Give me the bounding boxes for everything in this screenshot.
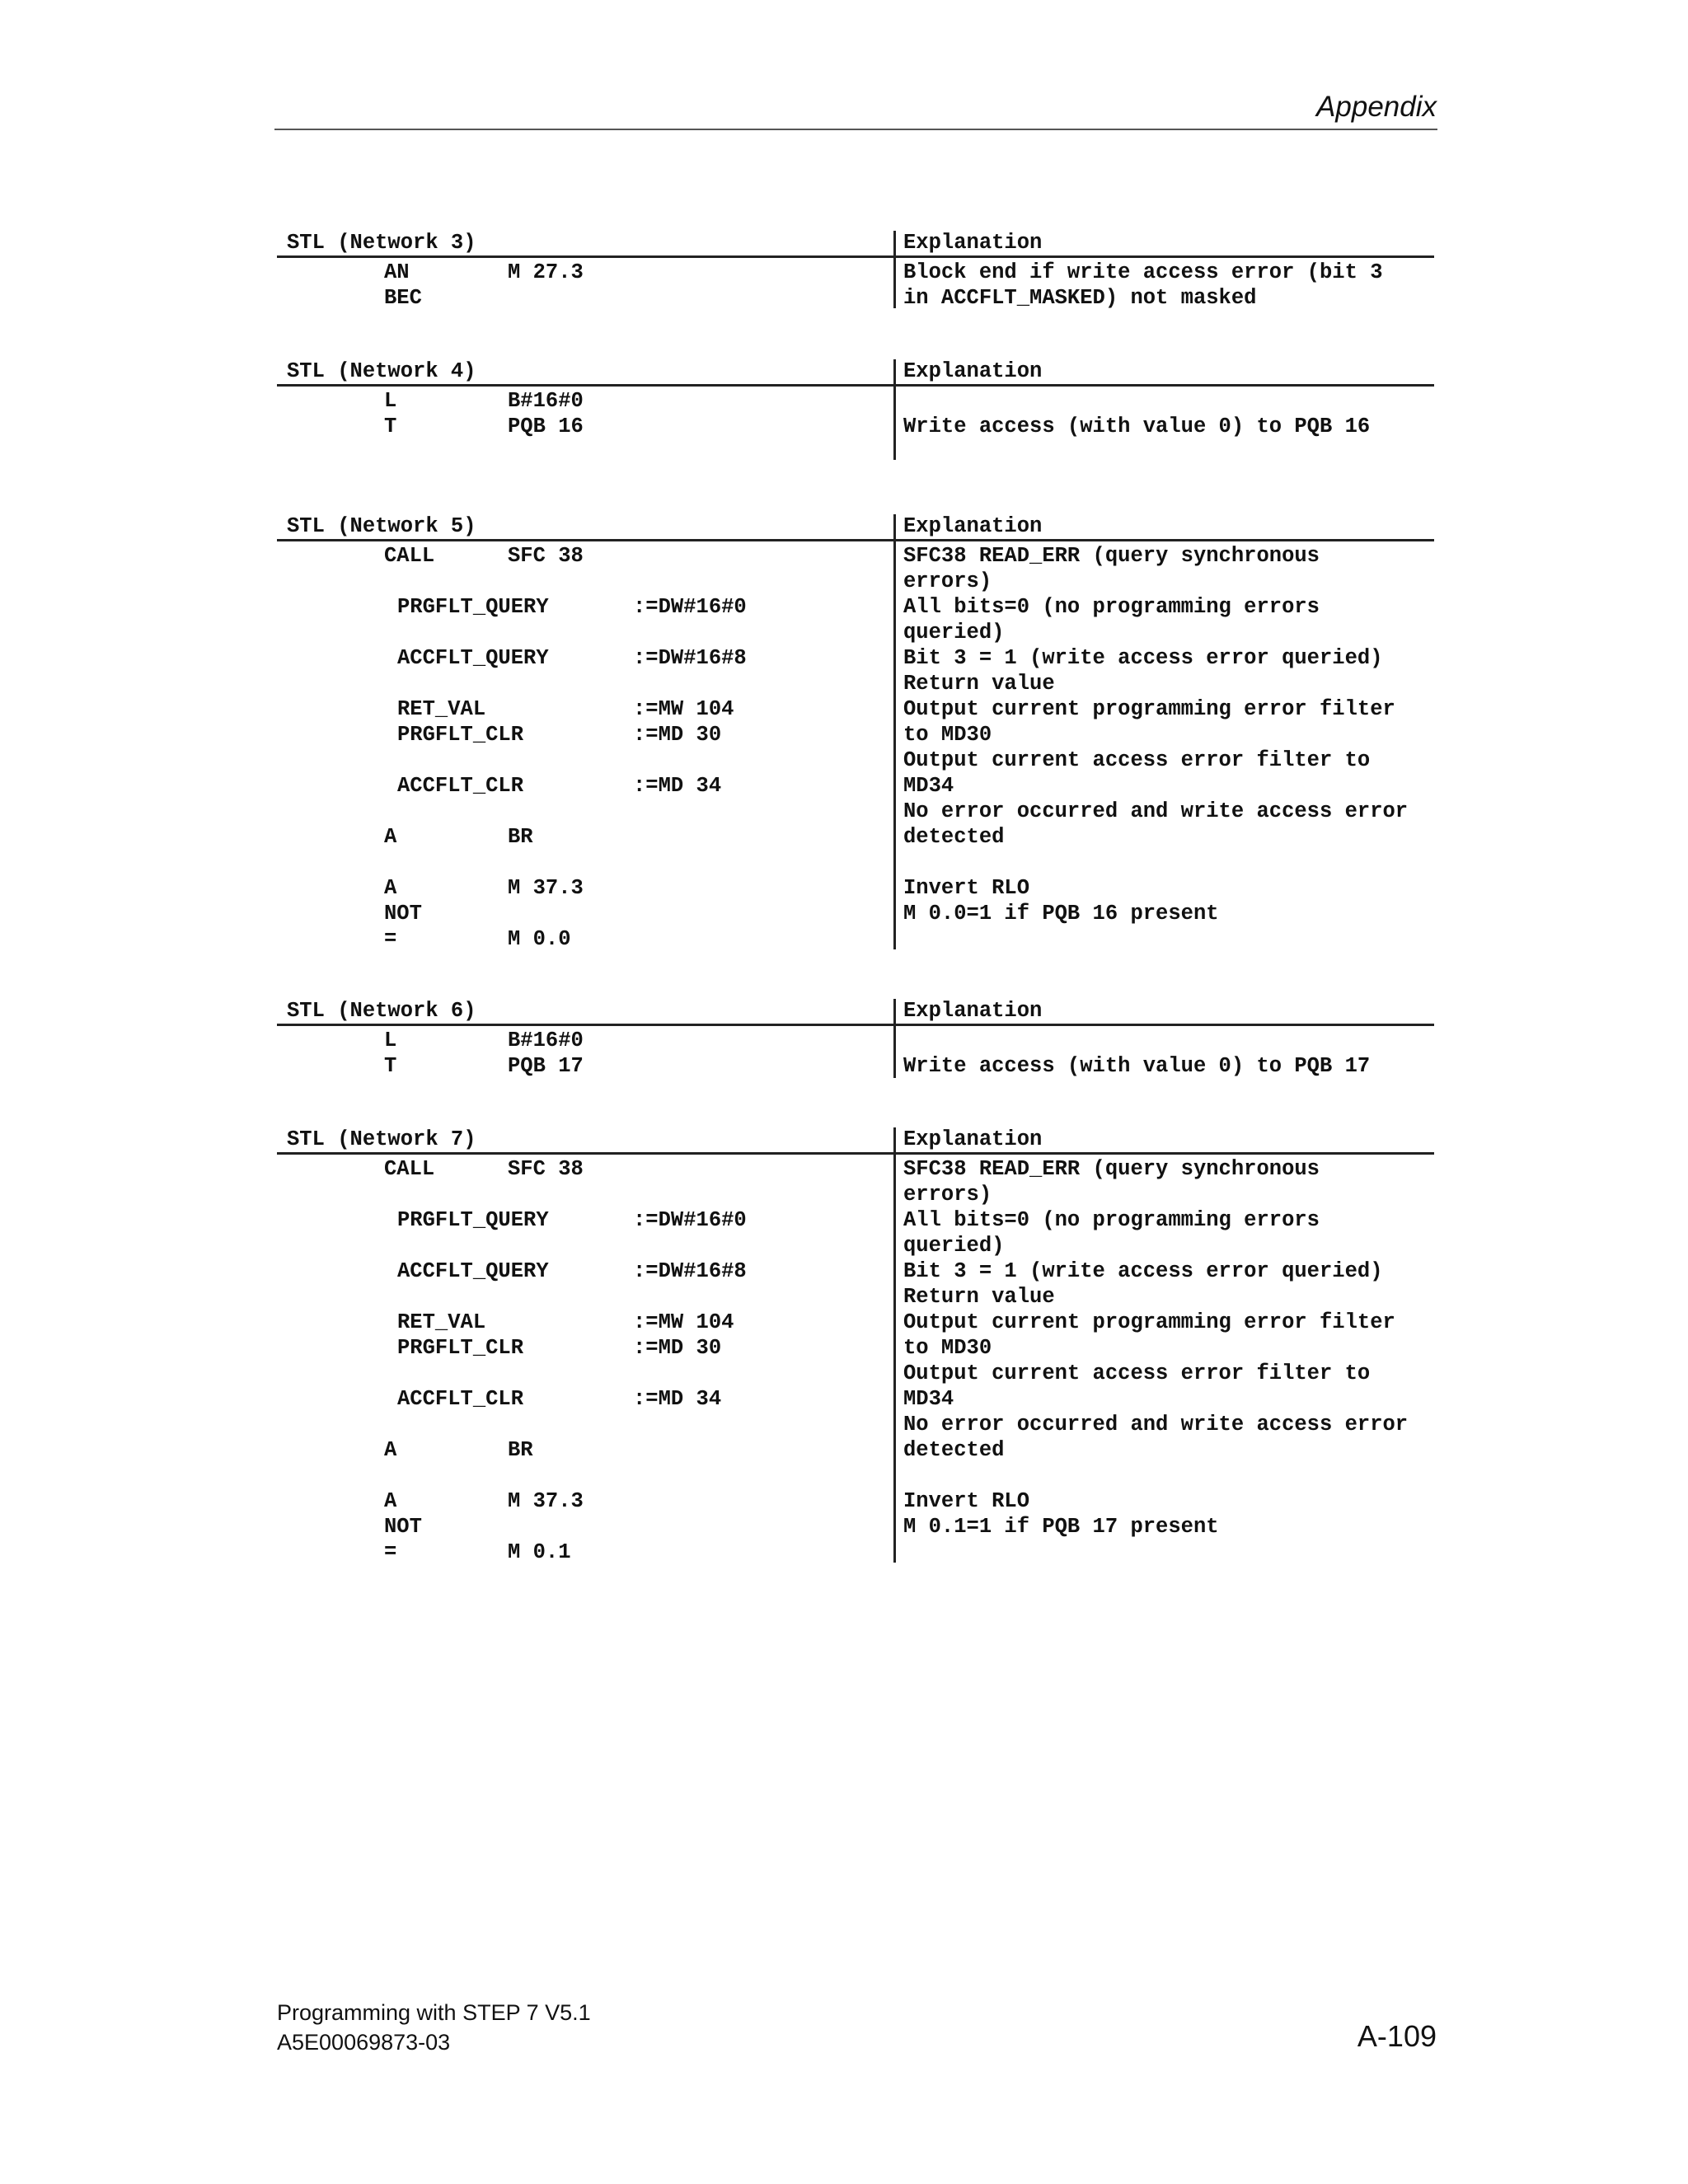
stl-op: A [384,876,397,900]
stl-param-value: :=MD 34 [633,1387,722,1411]
stl-arg: PQB 16 [508,415,584,438]
stl-row [277,901,1434,926]
stl-row [277,620,1434,645]
stl-explanation: MD34 [903,774,954,798]
stl-param: RET_VAL [397,1310,486,1334]
stl-op: NOT [384,902,422,926]
stl-row [277,569,1434,594]
stl-arg: M 27.3 [508,260,584,284]
stl-op: T [384,415,397,438]
explanation-title: Explanation [903,359,1043,383]
stl-row [277,1258,1434,1284]
stl-title: STL (Network 4) [287,359,476,383]
stl-row [277,1514,1434,1540]
stl-row [277,285,1434,311]
stl-explanation: queried) [903,1234,1005,1258]
stl-row [277,1053,1434,1079]
stl-op: L [384,1029,397,1052]
stl-param-value: :=DW#16#8 [633,1259,747,1283]
explanation-title: Explanation [903,231,1043,255]
stl-row [277,1540,1434,1565]
stl-row [277,1182,1434,1207]
network-header [277,996,1434,1026]
footer-order-number: A5E00069873-03 [277,2030,451,2055]
stl-title: STL (Network 6) [287,999,476,1023]
stl-param: PRGFLT_QUERY [397,1208,549,1232]
stl-explanation: All bits=0 (no programming errors [903,595,1320,619]
stl-explanation: Return value [903,672,1055,696]
stl-explanation: Invert RLO [903,1489,1030,1513]
network-header [277,511,1434,541]
stl-row [277,722,1434,748]
stl-explanation: M 0.1=1 if PQB 17 present [903,1515,1219,1539]
network-block [277,1124,1434,1569]
stl-param: PRGFLT_QUERY [397,595,549,619]
stl-op: = [384,1540,397,1564]
stl-explanation: M 0.0=1 if PQB 16 present [903,902,1219,926]
stl-explanation: detected [903,825,1005,849]
stl-explanation: to MD30 [903,723,992,747]
stl-row [277,1310,1434,1335]
stl-param-value: :=MD 34 [633,774,722,798]
page-header-title: Appendix [1316,91,1437,123]
stl-row [277,1028,1434,1053]
stl-explanation: Output current programming error filter [903,697,1395,721]
stl-arg: PQB 17 [508,1054,584,1078]
stl-op: BEC [384,286,422,310]
stl-arg: BR [508,1438,533,1462]
stl-op: AN [384,260,410,284]
stl-param-value: :=DW#16#0 [633,595,747,619]
explanation-title: Explanation [903,514,1043,538]
stl-explanation: detected [903,1438,1005,1462]
stl-param: ACCFLT_CLR [397,1387,524,1411]
stl-explanation: errors) [903,1183,992,1207]
network-block [277,511,1434,956]
stl-op: = [384,927,397,951]
stl-op: T [384,1054,397,1078]
stl-explanation: No error occurred and write access error [903,1413,1409,1436]
stl-op: A [384,1489,397,1513]
stl-row [277,260,1434,285]
stl-row [277,645,1434,671]
network-block [277,227,1434,310]
stl-row [277,1207,1434,1233]
stl-row [277,1233,1434,1258]
stl-row [277,1335,1434,1361]
header-rule [274,129,1437,130]
network-header [277,1124,1434,1155]
stl-param: ACCFLT_QUERY [397,1259,549,1283]
stl-param-value: :=MD 30 [633,1336,722,1360]
stl-row [277,1437,1434,1463]
stl-explanation: Block end if write access error (bit 3 [903,260,1383,284]
stl-explanation: in ACCFLT_MASKED) not masked [903,286,1257,310]
stl-row [277,773,1434,799]
stl-arg: M 37.3 [508,1489,584,1513]
stl-param-value: :=MW 104 [633,697,734,721]
stl-arg: M 0.0 [508,927,571,951]
stl-explanation: errors) [903,569,992,593]
stl-row [277,671,1434,696]
stl-row [277,748,1434,773]
stl-explanation: Write access (with value 0) to PQB 17 [903,1054,1371,1078]
stl-param: PRGFLT_CLR [397,1336,524,1360]
stl-op: L [384,389,397,413]
stl-row [277,875,1434,901]
stl-arg: M 0.1 [508,1540,571,1564]
stl-explanation: SFC38 READ_ERR (query synchronous [903,544,1320,568]
footer-book-title: Programming with STEP 7 V5.1 [277,2000,591,2025]
stl-arg: B#16#0 [508,389,584,413]
stl-op: NOT [384,1515,422,1539]
stl-param-value: :=DW#16#0 [633,1208,747,1232]
stl-explanation: Return value [903,1285,1055,1309]
stl-title: STL (Network 5) [287,514,476,538]
stl-param-value: :=DW#16#8 [633,646,747,670]
explanation-title: Explanation [903,1127,1043,1151]
stl-row [277,1488,1434,1514]
page-number: A-109 [1357,2019,1437,2053]
stl-op: CALL [384,544,435,568]
footer-document-info [277,1998,591,2057]
stl-explanation: to MD30 [903,1336,992,1360]
stl-param: RET_VAL [397,697,486,721]
stl-arg: M 37.3 [508,876,584,900]
stl-explanation: All bits=0 (no programming errors [903,1208,1320,1232]
stl-row [277,1386,1434,1412]
stl-row [277,543,1434,569]
stl-param: ACCFLT_QUERY [397,646,549,670]
stl-explanation: Bit 3 = 1 (write access error queried) [903,646,1383,670]
stl-explanation: Output current access error filter to [903,1361,1371,1385]
stl-explanation: No error occurred and write access error [903,799,1409,823]
stl-row [277,926,1434,952]
stl-arg: BR [508,825,533,849]
stl-title: STL (Network 3) [287,231,476,255]
stl-explanation: queried) [903,621,1005,644]
stl-explanation: SFC38 READ_ERR (query synchronous [903,1157,1320,1181]
stl-arg: SFC 38 [508,544,584,568]
stl-row [277,799,1434,824]
stl-row [277,594,1434,620]
stl-explanation: MD34 [903,1387,954,1411]
stl-arg: B#16#0 [508,1029,584,1052]
stl-param-value: :=MD 30 [633,723,722,747]
stl-op: A [384,825,397,849]
stl-row [277,824,1434,850]
stl-arg: SFC 38 [508,1157,584,1181]
stl-explanation: Invert RLO [903,876,1030,900]
stl-row [277,388,1434,414]
stl-param: ACCFLT_CLR [397,774,524,798]
stl-explanation: Write access (with value 0) to PQB 16 [903,415,1371,438]
stl-row [277,1361,1434,1386]
stl-param: PRGFLT_CLR [397,723,524,747]
network-block [277,356,1434,463]
stl-row [277,696,1434,722]
stl-row [277,1156,1434,1182]
stl-explanation: Output current access error filter to [903,748,1371,772]
stl-param-value: :=MW 104 [633,1310,734,1334]
stl-row [277,414,1434,439]
stl-title: STL (Network 7) [287,1127,476,1151]
stl-explanation: Bit 3 = 1 (write access error queried) [903,1259,1383,1283]
network-header [277,227,1434,258]
stl-op: A [384,1438,397,1462]
stl-row [277,1412,1434,1437]
network-block [277,996,1434,1078]
stl-explanation: Output current programming error filter [903,1310,1395,1334]
explanation-title: Explanation [903,999,1043,1023]
stl-row [277,1284,1434,1310]
stl-op: CALL [384,1157,435,1181]
network-header [277,356,1434,387]
